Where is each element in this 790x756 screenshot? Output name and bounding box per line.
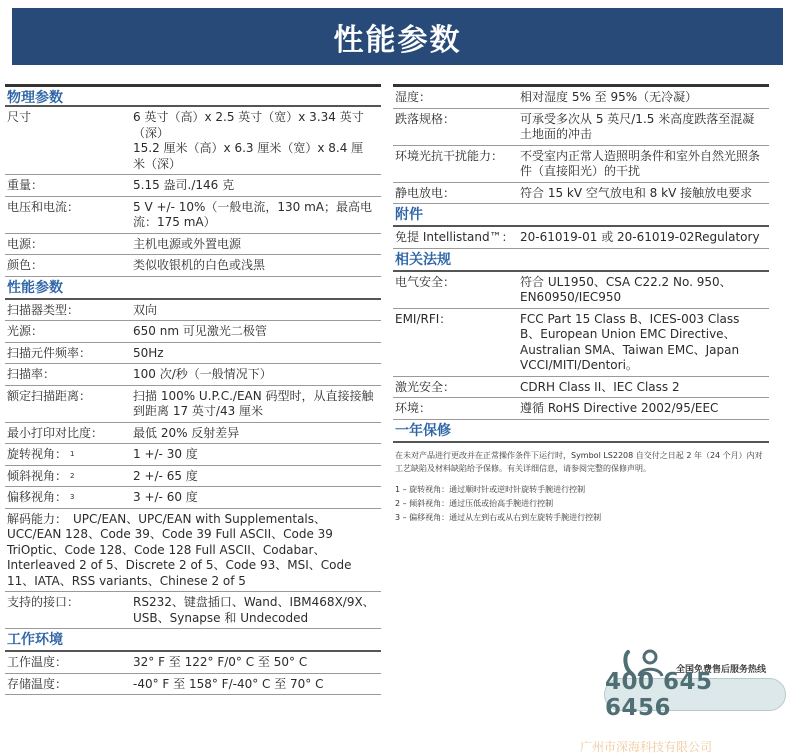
spec-label: 环境光抗干扰能力： xyxy=(395,148,504,163)
spec-label: 尺寸 xyxy=(7,110,32,124)
spec-value: 20-61019-01 或 20-61019-02Regulatory xyxy=(520,230,760,244)
spec-row-power xyxy=(5,234,381,256)
spec-row-esd xyxy=(393,183,769,205)
spec-value: 1 +/- 30 度 xyxy=(133,447,198,461)
section-physical: 物理参数 xyxy=(5,84,381,107)
spec-value: 50Hz xyxy=(133,345,164,360)
spec-value: 不受室内正常人造照明条件和室外自然光照条件（直接阳光）的干扰 xyxy=(520,148,761,178)
hotline-number: 400 645 6456 xyxy=(604,678,786,711)
spec-label: 最小打印对比度： xyxy=(7,425,104,440)
spec-row-print-contrast xyxy=(5,423,381,445)
spec-value: 扫描 100% U.P.C./EAN 码型时，从直接接触到距离 17 英寸/43 厘米 xyxy=(133,388,374,418)
spec-label: 工作温度： xyxy=(7,655,68,669)
spec-row-pitch xyxy=(5,466,381,488)
footnote-mark: 2 xyxy=(70,471,75,480)
spec-row-ambient-light xyxy=(393,146,769,183)
spec-label-text: 偏移视角： xyxy=(7,490,68,504)
spec-row-skew xyxy=(5,487,381,509)
spec-row-storage-temp xyxy=(5,674,381,696)
spec-value: 32° F 至 122° F/0° C 至 50° C xyxy=(133,655,308,669)
footnote: 3 – 偏移视角：通过从左到右或从右到左旋转手腕进行控制 xyxy=(395,512,602,522)
spec-label: 跌落规格： xyxy=(395,111,456,126)
spec-value: RS232、键盘插口、Wand、IBM468X/9X、USB、Synapse 和 Undecoded xyxy=(133,595,375,625)
spec-value: 相对湿度 5% 至 95%（无冷凝） xyxy=(520,90,698,104)
spec-label: EMI/RFI： xyxy=(395,311,452,326)
spec-label: 额定扫描距离： xyxy=(7,388,92,403)
section-accessories: 附件 xyxy=(393,204,769,227)
spec-label: 颜色： xyxy=(7,258,44,272)
spec-label: 电压和电流： xyxy=(7,199,80,214)
hotline-badge xyxy=(600,644,786,721)
section-regulatory: 相关法规 xyxy=(393,249,769,272)
spec-row-scanner-type xyxy=(5,300,381,322)
spec-row-emi-rfi xyxy=(393,309,769,377)
spec-label-text: 倾斜视角： xyxy=(7,468,68,483)
spec-label: 环境： xyxy=(395,401,432,415)
spec-value-line: 6 英寸（高）x 2.5 英寸（宽）x 3.34 英寸（深） xyxy=(133,110,364,140)
section-warranty: 一年保修 xyxy=(393,420,769,443)
page-title: 性能参数 xyxy=(12,8,783,65)
spec-value: 2 +/- 65 度 xyxy=(133,468,198,483)
spec-label: 光源： xyxy=(7,324,44,338)
spec-label: 存储温度： xyxy=(7,676,68,691)
spec-row-color xyxy=(5,255,381,277)
spec-label: 扫描率： xyxy=(7,367,56,381)
spec-label: 重量： xyxy=(7,178,44,192)
warranty-text: 在未对产品进行更改并在正常操作条件下运行时，Symbol LS2208 自交付之日起 2 年（24 个月）内对工艺缺陷及材料缺陷给予保修。有关详细信息，请参阅完整的保修声明。 xyxy=(395,450,763,473)
spec-row-laser-safety xyxy=(393,377,769,399)
spec-row-weight xyxy=(5,175,381,197)
spec-label: 电源： xyxy=(7,236,44,251)
spec-label: 电气安全： xyxy=(395,274,456,289)
spec-label: 扫描器类型： xyxy=(7,302,80,317)
company-watermark: 广州市深海科技有限公司 xyxy=(580,740,713,754)
spec-value: CDRH Class II、IEC Class 2 xyxy=(520,379,680,394)
right-column xyxy=(393,84,769,525)
spec-value: 双向 xyxy=(133,302,158,317)
spec-value: 遵循 RoHS Directive 2002/95/EEC xyxy=(520,401,719,415)
spec-label: 支持的接口： xyxy=(7,595,80,609)
spec-row-intellistand xyxy=(393,227,769,249)
spec-row-electrical-safety xyxy=(393,272,769,309)
spec-value: 5 V +/- 10%（一般电流，130 mA；最高电流：175 mA） xyxy=(133,199,373,229)
spec-row-decode: 解码能力： UPC/EAN、UPC/EAN with Supplementals、UCC/EAN 128、Code 39、Code 39 Full ASCII、Code 39 TriOptic、Code 128、Code 128 Full ASCII、Codabar、Interleaved 2 of 5、Discrete 2 of 5、Code 93、MSI、Code 11、IATA、RSS variants、Chinese 2 of 5 xyxy=(5,509,381,593)
footnote-mark: 1 xyxy=(70,450,75,458)
spec-label: 静电放电： xyxy=(395,185,456,200)
spec-label: 扫描元件频率： xyxy=(7,345,92,360)
spec-value: 符合 15 kV 空气放电和 8 kV 接触放电要求 xyxy=(520,185,753,200)
section-environment: 工作环境 xyxy=(5,629,381,652)
spec-row-interface xyxy=(5,592,381,629)
spec-label: 湿度： xyxy=(395,90,432,104)
spec-row-light-source xyxy=(5,321,381,343)
spec-row-drop xyxy=(393,109,769,146)
spec-label: 免提 Intellistand™： xyxy=(395,230,514,244)
spec-value: FCC Part 15 Class B、ICES-003 Class B、European Union EMC Directive、Australian SMA、Taiwan EMC、Japan VCCI/MITI/Dentori。 xyxy=(520,311,740,372)
spec-row-humidity xyxy=(393,84,769,109)
spec-row-size xyxy=(5,107,381,175)
spec-value: -40° F 至 158° F/-40° C 至 70° C xyxy=(133,676,324,691)
hotline-label: 全国免费售后服务热线 xyxy=(676,665,767,675)
footnotes xyxy=(393,475,769,524)
spec-value: 最低 20% 反射差异 xyxy=(133,425,240,440)
spec-value: 100 次/秒（一般情况下） xyxy=(133,367,272,381)
spec-row-scan-distance xyxy=(5,386,381,423)
spec-label: 激光安全： xyxy=(395,379,456,394)
spec-label xyxy=(7,447,133,463)
spec-row-frequency xyxy=(5,343,381,365)
footnote: 2 – 倾斜视角：通过压低或抬高手腕进行控制 xyxy=(395,498,554,508)
spec-value xyxy=(133,110,379,172)
spec-label xyxy=(7,469,133,485)
spec-value: 可承受多次从 5 英尺/1.5 米高度跌落至混凝土地面的冲击 xyxy=(520,111,755,141)
spec-row-operating-temp xyxy=(5,652,381,674)
footnote-mark: 3 xyxy=(70,493,75,501)
spec-value: 主机电源或外置电源 xyxy=(133,236,242,251)
spec-row-environmental xyxy=(393,398,769,420)
left-column xyxy=(5,84,381,695)
footnote: 1 – 旋转视角：通过顺时针或逆时针旋转手腕进行控制 xyxy=(395,484,586,494)
spec-value: 650 nm 可见激光二极管 xyxy=(133,324,267,338)
spec-value: 5.15 盎司./146 克 xyxy=(133,178,235,192)
spec-value: 3 +/- 60 度 xyxy=(133,490,198,504)
spec-label xyxy=(7,490,133,506)
spec-value: 符合 UL1950、CSA C22.2 No. 950、EN60950/IEC950 xyxy=(520,274,732,304)
section-performance: 性能参数 xyxy=(5,277,381,300)
spec-row-voltage xyxy=(5,197,381,234)
spec-value: 类似收银机的白色或浅黑 xyxy=(133,258,266,272)
spec-label-text: 旋转视角： xyxy=(7,447,68,461)
spec-row-scan-rate xyxy=(5,364,381,386)
spec-value-line: 15.2 厘米（高）x 6.3 厘米（宽）x 8.4 厘米（深） xyxy=(133,141,364,171)
spec-row-roll xyxy=(5,444,381,466)
